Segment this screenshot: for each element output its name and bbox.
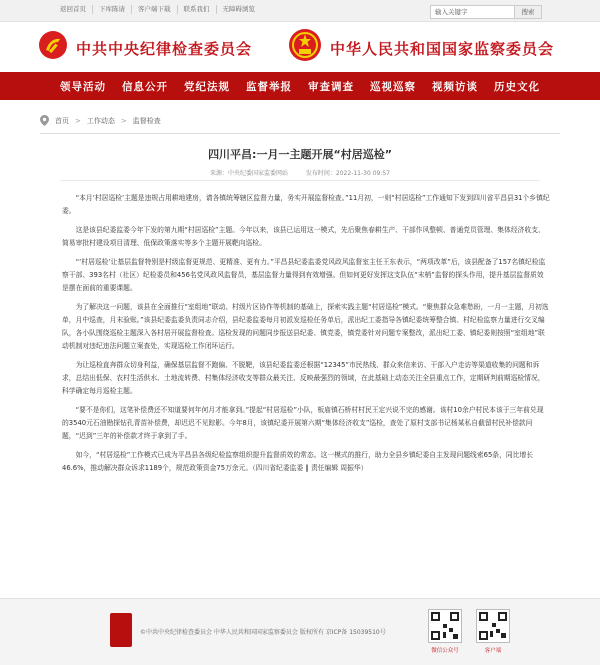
nav-item-history[interactable]: 历史文化 [494, 80, 540, 93]
article-source: 来源：中央纪委国家监委网站 [209, 170, 288, 177]
article-paragraph: 为了解决这一问题，该县在全面推行“室组地”联动、村级片区协作等机制的基础上，探索实践主题“村居巡检”模式。“聚焦群众急难愁盼，一月一主题，月初选单，月中巡查，月末验账。”该县纪委监委负责同志介绍，县纪委监委每月初派发巡检任务单后，派出纪工委指导各镇纪委统筹整合镇、村纪检监察力量进行交叉编队，各小队围绕巡检主题深入各村居开展监督检查。巡检发现的问题同步报送县纪委、镇党委，镇党委针对问题专案整改，派出纪工委、镇纪委则按照“室组地”联动机制对违纪违法问题立案查处，实现巡检工作闭环运行。 [62, 303, 549, 350]
top-link-contact[interactable]: 联系我们 [177, 5, 216, 14]
breadcrumb-supervision[interactable]: 监督检查 [132, 116, 161, 125]
nav-item-video[interactable]: 视频访谈 [432, 80, 478, 93]
article-paragraph: “本月‘村居巡检’主题是违规占用耕地建房，请各镇统筹辖区监督力量，务实开展监督检查。”11月初，一则“村居巡检”工作通知下发到四川省平昌县31个乡镇纪委。 [62, 194, 550, 215]
breadcrumb-separator: > [75, 116, 81, 125]
state-emblem-icon [288, 28, 322, 62]
article-paragraph: 这是该县纪委监委今年下发的第九期“村居巡检”主题。今年以来，该县已运用这一模式，先后聚焦春耕生产、干部作风整顿、普通党员管理、集体经济收支、简易审批村建设项目清理、低保政策落实等多个主题开展靶向巡检。 [62, 226, 545, 247]
article-time: 发布时间：2022-11-30 09:57 [305, 170, 390, 177]
top-link-home[interactable]: 返回首页 [60, 5, 86, 13]
search-button[interactable]: 搜索 [514, 5, 542, 19]
site-header [0, 22, 600, 70]
nsc-title: 中华人民共和国国家监察委员会 [330, 40, 555, 58]
article-meta [0, 168, 600, 177]
client-qr-code [476, 609, 510, 643]
top-link-client[interactable]: 客户端下载 [131, 5, 177, 14]
article-paragraph: 如今，“村居巡检”工作模式已成为平昌县各级纪检监察组织提升监督质效的常态。这一模式的推行，助力全县乡镇纪委自主发现问题线索65条，同比增长46.6%，推动解决群众诉求1189个，规范政策资金75万余元。（四川省纪委监委 ‖ 责任编辑 周振华） [62, 451, 534, 472]
nav-item-inspection[interactable]: 巡视巡察 [370, 80, 416, 93]
article-paragraph: 为让巡检直奔群众切身利益，确保基层监督不跑偏、不脱靶，该县纪委监委还根据“12345”市民热线、群众来信来访、干部入户走访等渠道收集的问题和诉求，总结出低保、农村生活供水、土地流转费、村集体经济收支等群众最关注、反映最强烈的领域，在此基础上动态关注全县重点工作，定期研判前期巡检情况，科学确定每月巡检主题。 [62, 361, 545, 395]
wechat-qr-code [428, 609, 462, 643]
top-bar [0, 0, 600, 22]
divider [40, 133, 560, 134]
article-paragraph: “要不是你们，这笔补偿费还不知道要何年何月才能拿到。”提起“村居巡检”小队，板庙镇石桥村村民王定兴说不完的感谢。该村10余户村民本该于三年前兑现的3540元石油勘探钻孔青苗补偿费，却迟迟不见踪影。今年8月，该镇纪委开展第六期“集体经济收支”巡检，查处了原村支部书记杨某私自截留村民补偿款问题，“迟到”三年的补偿款才终于拿到了手。 [62, 406, 544, 440]
nav-item-regulations[interactable]: 党纪法规 [184, 80, 230, 93]
nav-item-leadership[interactable]: 领导活动 [60, 80, 106, 93]
footer-copyright: ©中共中央纪律检查委员会 中华人民共和国国家监察委员会 版权所有 京ICP备 15039510号 [140, 629, 386, 636]
article-body [62, 192, 550, 481]
article-paragraph: “‘村居巡检’让基层监督特别是村级监督更规范、更精准、更有力。”平昌县纪委监委党风政风监督室主任王东表示，“两项改革”后，该县配备了157名镇纪检监察干部、393名村（社区）纪检委员和456名党风政风监督员，基层监督力量得到有效增强。但如何更好发挥这支队伍“末梢”监督的探头作用，提升基层监督质效是摆在面前的重要课题。 [62, 258, 546, 292]
location-pin-icon [40, 115, 49, 126]
footer-logo [110, 613, 132, 647]
search-input[interactable]: 输入关键字 [430, 5, 542, 19]
party-emblem-icon [38, 30, 68, 60]
divider [60, 180, 540, 181]
qr-code-icon [429, 610, 461, 642]
wechat-qr-label: 微信公众号 [431, 648, 459, 654]
cccdi-title: 中共中央纪律检查委员会 [76, 40, 253, 58]
nav-item-investigation[interactable]: 审查调查 [308, 80, 354, 93]
article-title: 四川平昌:一月一主题开展“村居巡检” [208, 148, 392, 161]
main-nav [0, 72, 600, 100]
breadcrumb-separator: > [120, 116, 127, 125]
top-link-accessibility[interactable]: 无障碍浏览 [216, 5, 262, 14]
breadcrumb-work-news[interactable]: 工作动态 [86, 116, 115, 125]
site-footer [0, 598, 600, 665]
top-links [60, 5, 261, 14]
breadcrumb [40, 115, 161, 126]
nav-item-reporting[interactable]: 监督举报 [246, 80, 292, 93]
top-link-petition[interactable]: 下库陈请 [92, 5, 131, 14]
nav-item-disclosure[interactable]: 信息公开 [122, 80, 168, 93]
client-qr-label: 客户端 [484, 648, 502, 654]
breadcrumb-home[interactable]: 首页 [55, 116, 69, 125]
qr-code-icon [477, 610, 509, 642]
